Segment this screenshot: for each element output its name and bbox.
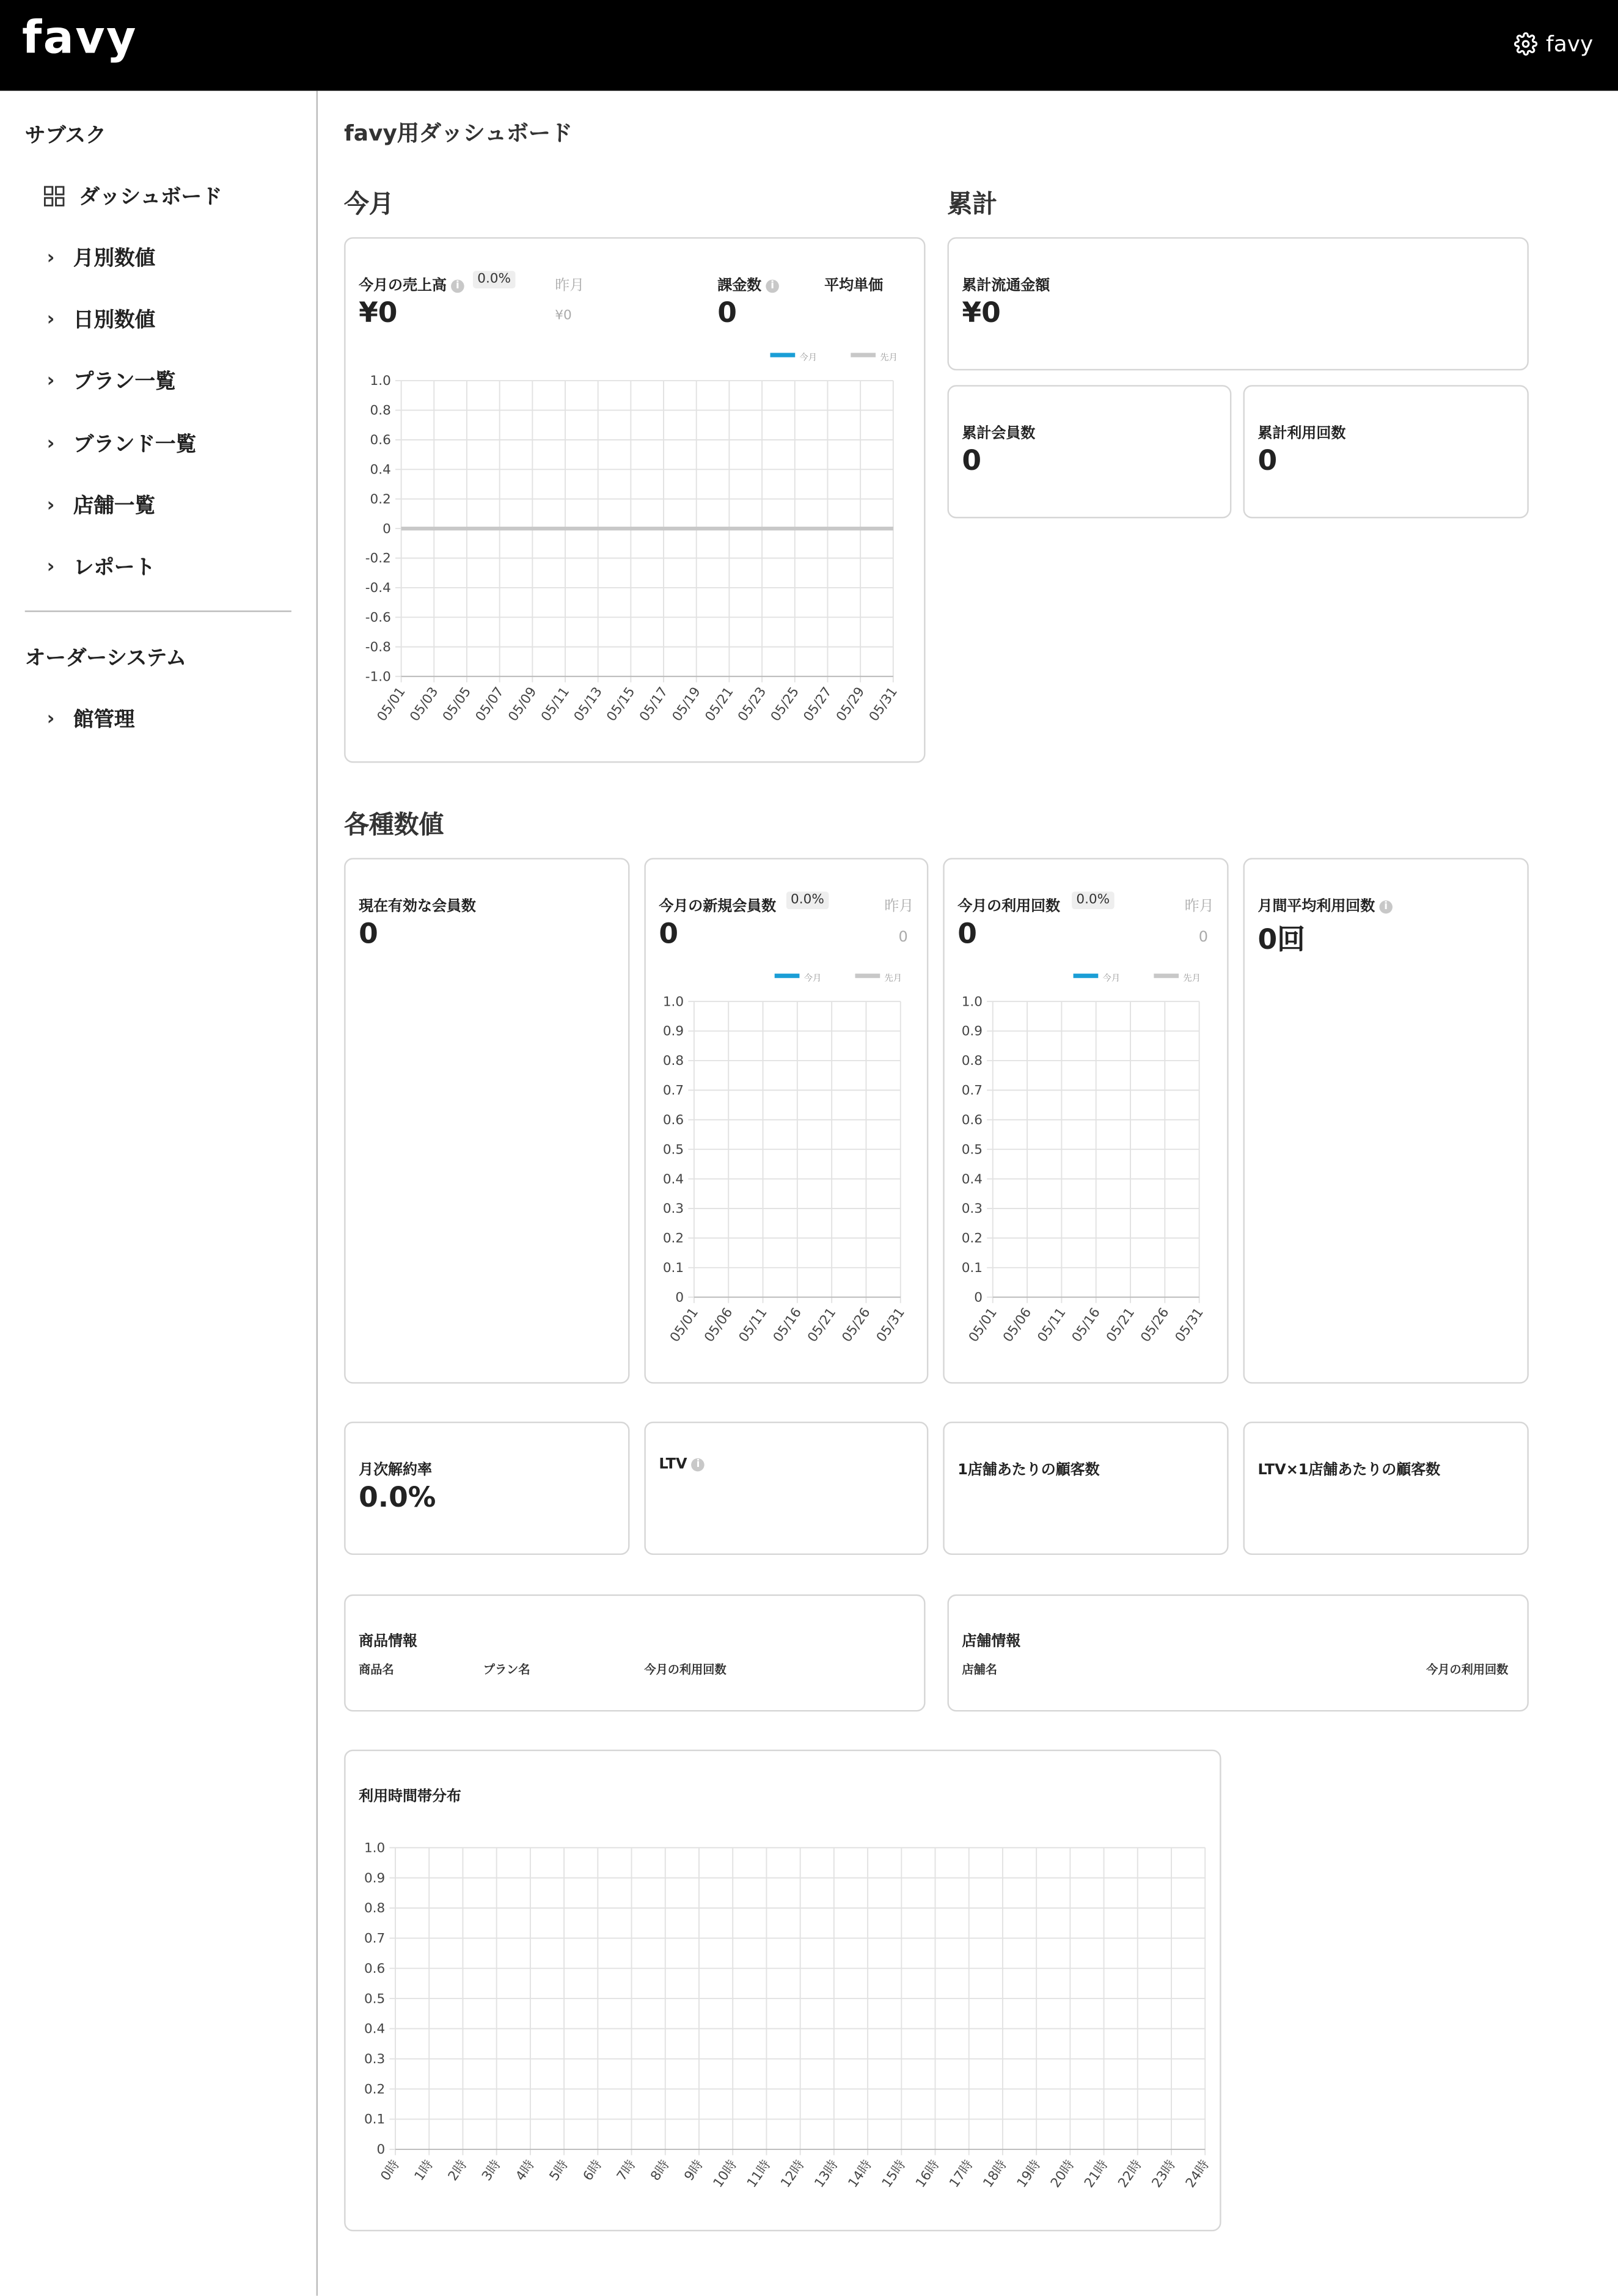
chevron-right-icon: › (46, 494, 55, 516)
y-tick-label: 0.1 (961, 1260, 983, 1276)
sidebar-item-label: 月別数値 (73, 247, 156, 271)
sales-line-chart (346, 239, 927, 764)
x-tick-label: 05/26 (1138, 1305, 1173, 1345)
active-members-label: 現在有効な会員数 (359, 899, 476, 915)
sidebar-item-reports[interactable] (47, 552, 155, 581)
x-tick-label: 10時 (710, 2157, 741, 2191)
x-tick-label: 05/21 (702, 684, 737, 725)
y-tick-label: 0.7 (961, 1083, 983, 1099)
x-tick-label: 05/31 (873, 1305, 908, 1345)
x-tick-label: 05/15 (604, 684, 639, 725)
x-tick-label: 05/11 (1034, 1305, 1069, 1345)
billing-value: 0 (717, 297, 737, 330)
x-tick-label: 05/19 (669, 684, 704, 725)
column-header: 店舗名 (962, 1663, 997, 1676)
chevron-right-icon: › (46, 246, 55, 269)
x-tick-label: 15時 (879, 2157, 909, 2191)
y-tick-label: 0.2 (662, 1230, 684, 1246)
chevron-right-icon: › (46, 308, 55, 331)
legend-label: 今月 (1102, 973, 1121, 984)
usage-value: 0 (957, 918, 977, 951)
prev-usage-value: 0 (1198, 929, 1209, 946)
store-info-card (947, 1595, 1528, 1712)
chevron-right-icon: › (46, 555, 55, 578)
x-tick-label: 20時 (1047, 2157, 1078, 2191)
new-members-card (644, 858, 928, 1383)
x-tick-label: 19時 (1014, 2157, 1044, 2191)
sidebar-item-brands[interactable] (47, 429, 196, 458)
y-tick-label: 0.6 (364, 1961, 386, 1976)
gmv-value: ¥0 (962, 297, 1001, 330)
cumulative-members-card (947, 385, 1231, 518)
x-tick-label: 8時 (648, 2157, 673, 2184)
y-tick-label: 0.9 (364, 1870, 386, 1886)
x-tick-label: 05/31 (1172, 1305, 1207, 1345)
prev-month-label: 昨月 (1184, 899, 1214, 915)
x-tick-label: 05/01 (374, 684, 409, 725)
legend-swatch (775, 974, 800, 978)
sidebar-item-label: 館管理 (73, 708, 135, 733)
x-tick-label: 05/27 (800, 684, 835, 725)
info-icon[interactable]: i (1379, 900, 1393, 913)
y-tick-label: 1.0 (364, 1840, 386, 1856)
x-tick-label: 05/05 (439, 684, 475, 725)
cumulative-gmv-card (947, 237, 1528, 370)
favy-logo[interactable]: favy (21, 12, 137, 65)
new-members-line-chart (646, 860, 930, 1385)
avg-price-label: 平均単価 (824, 278, 884, 294)
x-tick-label: 05/06 (701, 1305, 736, 1345)
store-info-title: 店舗情報 (962, 1634, 1021, 1650)
x-tick-label: 24時 (1182, 2157, 1213, 2191)
x-tick-label: 05/11 (538, 684, 573, 725)
prev-month-label: 昨月 (555, 278, 585, 294)
chevron-right-icon: › (46, 707, 55, 730)
x-tick-label: 05/13 (571, 684, 606, 725)
x-tick-label: 9時 (681, 2157, 707, 2184)
y-tick-label: 0.4 (364, 2021, 386, 2037)
product-info-title: 商品情報 (359, 1634, 417, 1650)
product-info-card (344, 1595, 925, 1712)
usage-total-value: 0 (1257, 445, 1278, 478)
x-tick-label: 05/31 (866, 684, 901, 725)
y-tick-label: 0.2 (370, 491, 391, 507)
chevron-right-icon: › (46, 433, 55, 455)
x-tick-label: 05/01 (667, 1305, 701, 1345)
sales-label: 今月の売上高 i (359, 272, 464, 294)
customers-per-store-card (943, 1422, 1228, 1555)
y-tick-label: 0.5 (662, 1142, 684, 1158)
y-tick-label: 0.9 (961, 1023, 983, 1039)
x-tick-label: 05/29 (833, 684, 868, 725)
ltv-label: LTV i (659, 1457, 705, 1472)
x-tick-label: 18時 (980, 2157, 1011, 2191)
churn-card (344, 1422, 629, 1555)
x-tick-label: 14時 (845, 2157, 876, 2191)
y-tick-label: 0.3 (662, 1201, 684, 1217)
churn-value: 0.0% (359, 1482, 436, 1514)
members-label: 累計会員数 (962, 426, 1036, 442)
gmv-label: 累計流通金額 (962, 278, 1050, 294)
y-tick-label: 0.8 (364, 1901, 386, 1917)
y-tick-label: 0.5 (364, 1991, 386, 2007)
cumulative-heading: 累計 (947, 190, 997, 220)
y-tick-label: 0.1 (364, 2111, 386, 2127)
y-tick-label: 0.6 (370, 433, 391, 448)
metrics-heading: 各種数値 (344, 811, 444, 841)
y-tick-label: 0.2 (364, 2082, 386, 2097)
x-tick-label: 05/17 (637, 684, 672, 725)
sidebar-item-label: 店舗一覧 (73, 494, 156, 519)
x-tick-label: 05/03 (407, 684, 442, 725)
churn-label: 月次解約率 (359, 1463, 432, 1479)
x-tick-label: 7時 (613, 2157, 639, 2184)
y-tick-label: 0.7 (364, 1931, 386, 1947)
grid-icon (44, 186, 65, 207)
y-tick-label: 0 (974, 1290, 983, 1306)
cumulative-usage-card (1243, 385, 1529, 518)
active-members-card (344, 858, 629, 1383)
sidebar-item-buildings[interactable] (47, 704, 135, 734)
legend-label: 先月 (884, 973, 902, 984)
avg-usage-label: 月間平均利用回数 i (1258, 893, 1393, 915)
page-title: favy用ダッシュボード (344, 120, 573, 147)
ltv-card (644, 1422, 928, 1555)
billing-label: 課金数 i (717, 272, 779, 294)
x-tick-label: 05/25 (767, 684, 802, 725)
y-tick-label: 0.9 (662, 1023, 684, 1039)
legend-swatch (855, 974, 880, 978)
x-tick-label: 4時 (513, 2157, 538, 2184)
sidebar-item-label: レポート (73, 556, 156, 580)
sidebar (0, 91, 318, 2296)
sidebar-item-stores[interactable] (47, 491, 155, 520)
legend-label: 今月 (799, 353, 818, 363)
y-tick-label: 1.0 (370, 373, 391, 389)
x-tick-label: 13時 (811, 2157, 841, 2191)
x-tick-label: 0時 (378, 2157, 403, 2184)
y-tick-label: 0.4 (370, 462, 391, 478)
x-tick-label: 21時 (1082, 2157, 1111, 2191)
gear-icon (1514, 32, 1537, 56)
y-tick-label: 0.6 (662, 1112, 684, 1128)
x-tick-label: 6時 (580, 2157, 606, 2184)
y-tick-label: 0.8 (961, 1053, 983, 1069)
x-tick-label: 12時 (778, 2157, 808, 2191)
y-tick-label: -1.0 (365, 669, 391, 685)
column-header: 今月の利用回数 (644, 1663, 727, 1676)
legend-label: 今月 (804, 973, 822, 984)
usage-card (943, 858, 1228, 1383)
prev-sales-value: ¥0 (555, 309, 572, 324)
user-name: favy (1546, 31, 1594, 57)
info-icon[interactable]: i (451, 279, 464, 293)
x-tick-label: 05/07 (472, 684, 507, 725)
legend-label: 先月 (1183, 973, 1201, 984)
x-tick-label: 05/16 (770, 1305, 805, 1345)
usage-line-chart (945, 860, 1230, 1385)
y-tick-label: -0.4 (365, 580, 391, 596)
ltv-per-store-card (1243, 1422, 1529, 1555)
column-header: プラン名 (483, 1663, 530, 1676)
x-tick-label: 22時 (1115, 2157, 1145, 2191)
members-value: 0 (962, 445, 982, 478)
y-tick-label: 0.8 (662, 1053, 684, 1069)
this-month-sales-card (344, 237, 925, 762)
legend-swatch (1154, 974, 1179, 978)
sales-change-badge: 0.0% (473, 271, 515, 288)
x-tick-label: 05/11 (736, 1305, 771, 1345)
info-icon[interactable]: i (766, 279, 779, 293)
sidebar-item-dashboard[interactable] (44, 181, 222, 211)
y-tick-label: 0.4 (662, 1171, 684, 1187)
y-tick-label: 0.5 (961, 1142, 983, 1158)
x-tick-label: 17時 (946, 2157, 976, 2191)
x-tick-label: 3時 (479, 2157, 504, 2184)
y-tick-label: 0.1 (662, 1260, 684, 1276)
x-tick-label: 05/01 (965, 1305, 1000, 1345)
x-tick-label: 05/23 (735, 684, 770, 725)
x-tick-label: 11時 (744, 2157, 774, 2191)
new-members-change-badge: 0.0% (786, 891, 829, 909)
x-tick-label: 05/06 (1000, 1305, 1035, 1345)
sidebar-item-label: プラン一覧 (73, 370, 176, 394)
sidebar-item-label: ブランド一覧 (73, 433, 197, 457)
y-tick-label: 1.0 (961, 994, 983, 1010)
y-tick-label: 0 (376, 2142, 386, 2158)
info-icon[interactable]: i (692, 1458, 705, 1471)
sidebar-item-monthly[interactable] (47, 243, 155, 272)
legend-label: 先月 (880, 353, 898, 363)
x-tick-label: 05/09 (505, 684, 540, 725)
y-tick-label: 1.0 (662, 994, 684, 1010)
prev-month-label: 昨月 (884, 899, 914, 915)
x-tick-label: 5時 (546, 2157, 572, 2184)
legend-swatch (771, 353, 796, 357)
y-tick-label: 0 (675, 1290, 684, 1306)
x-tick-label: 2時 (445, 2157, 470, 2184)
x-tick-label: 16時 (913, 2157, 943, 2191)
new-members-label: 今月の新規会員数 (659, 899, 777, 915)
customers-per-store-label: 1店舗あたりの顧客数 (957, 1463, 1100, 1479)
new-members-value: 0 (659, 918, 679, 951)
y-tick-label: 0.7 (662, 1083, 684, 1099)
column-header: 商品名 (359, 1663, 394, 1676)
time-distribution-chart (346, 1751, 1223, 2232)
column-header: 今月の利用回数 (1426, 1663, 1509, 1676)
sidebar-item-label: 日別数値 (73, 309, 156, 332)
usage-label: 今月の利用回数 (957, 899, 1060, 915)
legend-swatch (1074, 974, 1099, 978)
legend-swatch (851, 353, 876, 357)
y-tick-label: 0.2 (961, 1230, 983, 1246)
y-tick-label: 0.3 (364, 2052, 386, 2067)
time-distribution-title: 利用時間帯分布 (359, 1789, 461, 1805)
usage-change-badge: 0.0% (1072, 891, 1114, 909)
avg-usage-value: 0回 (1257, 924, 1305, 956)
user-menu[interactable] (1514, 31, 1593, 57)
y-tick-label: -0.2 (365, 550, 391, 566)
y-tick-label: 0.4 (961, 1171, 983, 1187)
sidebar-item-plans[interactable] (47, 366, 176, 395)
x-tick-label: 05/21 (805, 1305, 840, 1345)
usage-total-label: 累計利用回数 (1257, 426, 1346, 442)
y-tick-label: 0.8 (370, 403, 391, 419)
time-distribution-card (344, 1750, 1221, 2231)
active-members-value: 0 (359, 918, 378, 951)
y-tick-label: -0.6 (365, 610, 391, 626)
top-header (0, 0, 1618, 91)
sidebar-divider (25, 610, 291, 612)
x-tick-label: 05/16 (1069, 1305, 1104, 1345)
y-tick-label: 0.6 (961, 1112, 983, 1128)
prev-new-members-value: 0 (898, 929, 908, 946)
sidebar-item-label: ダッシュボード (79, 186, 222, 210)
ltv-per-store-label: LTV×1店舗あたりの顧客数 (1257, 1463, 1441, 1479)
avg-usage-card (1243, 858, 1529, 1383)
sidebar-section-subscription: サブスク (24, 124, 106, 148)
x-tick-label: 1時 (411, 2157, 437, 2184)
this-month-heading: 今月 (344, 190, 394, 220)
x-tick-label: 23時 (1149, 2157, 1179, 2191)
chevron-right-icon: › (46, 370, 55, 392)
y-tick-label: -0.8 (365, 639, 391, 655)
y-tick-label: 0 (383, 521, 391, 537)
sales-value: ¥0 (359, 297, 398, 330)
x-tick-label: 05/21 (1104, 1305, 1138, 1345)
sidebar-item-daily[interactable] (47, 304, 155, 334)
sidebar-section-order-system: オーダーシステム (24, 647, 187, 671)
y-tick-label: 0.3 (961, 1201, 983, 1217)
x-tick-label: 05/26 (839, 1305, 874, 1345)
